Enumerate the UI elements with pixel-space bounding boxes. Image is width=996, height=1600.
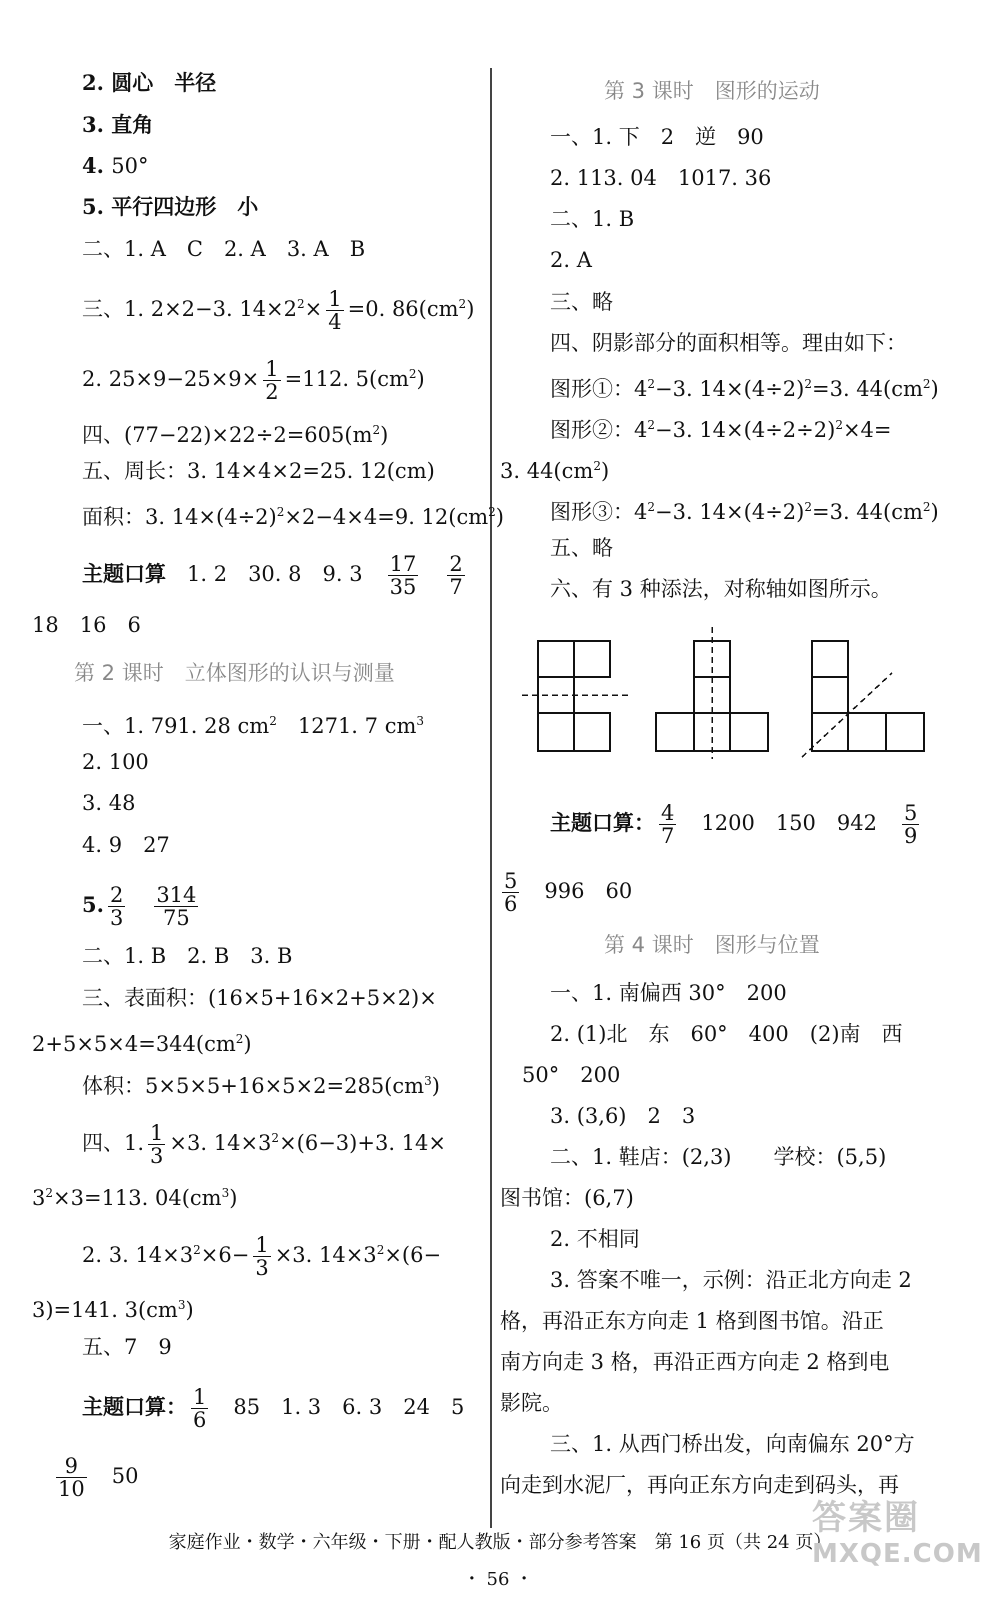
answer-line: 5. 平行四边形 小 (82, 194, 259, 219)
answer-line: 图形②：$4^2-3$. $14\times(4\div 2\div 2)^2\times 4=$ (550, 418, 892, 442)
page-number: ・ 56 ・ (462, 1569, 534, 1590)
answer-line: 2. A (550, 248, 592, 272)
answer-line: 2. 不相同 (550, 1227, 640, 1251)
answer-line: 二、1. 鞋店：(2,3) 学校：(5,5) (550, 1145, 887, 1169)
section-title: 第 3 课时 图形的运动 (604, 79, 820, 103)
answer-line: 一、1. 下 2 逆 90 (550, 125, 764, 149)
answer-line: 四、阴影部分的面积相等。理由如下： (550, 331, 907, 355)
answer-line: 2. 25×9−25×9× $\frac{1}{2}$ =112. $5(cm^2)$ (82, 357, 425, 404)
answer-line: 18 16 6 (32, 613, 141, 637)
answer-line: $2+5\times 5\times 4=344(cm^2)$ (32, 1032, 252, 1056)
answer-line: 一、1. 南偏西 30° 200 (550, 981, 787, 1005)
answer-line: 二、1. A C 2. A 3. A B (82, 237, 366, 261)
answer-line: 五、略 (550, 536, 613, 560)
answer-line: 4. 50° (82, 153, 149, 178)
answer-line: $\frac{9}{10}$ 50 (58, 1454, 139, 1501)
section-title: 第 2 课时 立体图形的认识与测量 (74, 661, 395, 685)
answer-line: 南方向走 3 格，再沿正西方向走 2 格到电 (500, 1350, 890, 1374)
answer-line: 3. (3,6) 2 3 (550, 1104, 696, 1128)
watermark-logo: 答案圈 MXQE.COM (812, 1498, 983, 1569)
answer-line: 50° 200 (522, 1063, 621, 1087)
answer-line: 2. 100 (82, 750, 149, 774)
answer-line: 2. 3. $14\times 3^2\times 6-$ $\frac{1}{3}$ ×3. $14\times 3^2\times(6-$ (82, 1233, 442, 1280)
answer-line: 3. $44(cm^2)$ (500, 459, 610, 483)
answer-line: 3. 直角 (82, 112, 154, 137)
answer-line: 二、1. B (550, 207, 635, 231)
page-footer: 家庭作业・数学・六年级・下册・配人教版・部分参考答案 第 16 页（共 24 页） (168, 1532, 832, 1553)
answer-line: 影院。 (500, 1391, 563, 1415)
answer-line: $\frac{5}{6}$ 996 60 (504, 869, 633, 916)
answer-line: 面积：3. $14\times(4\div 2)^2\times 2-4\times 4=9$. $12(cm^2)$ (82, 505, 504, 529)
answer-line: 2. 圆心 半径 (82, 70, 217, 95)
figure-1 (522, 641, 628, 751)
answer-line: 二、1. B 2. B 3. B (82, 944, 293, 968)
answer-line: 三、1. 2×2−3. $14\times 2^2\times$ $\frac{1}{4}$ =0. $86(cm^2)$ (82, 287, 475, 334)
figure-2 (656, 627, 768, 759)
answer-line: 图书馆：(6,7) (500, 1186, 634, 1210)
answer-line: 六、有 3 种添法，对称轴如图所示。 (550, 577, 892, 601)
answer-line: 2. (1)北 东 60° 400 (2)南 西 (550, 1022, 903, 1046)
answer-line: 四、$(77-22)\times 22\div 2=605(m^2)$ (82, 423, 389, 447)
answer-line: 4. 9 27 (82, 833, 170, 857)
answer-line: 五、周长：3. 14×4×2=25. 12(cm) (82, 459, 435, 483)
answer-line: 图形①：$4^2-3$. $14\times(4\div 2)^2=3$. $44(cm^2)$ (550, 377, 939, 401)
answer-line: 五、7 9 (82, 1335, 172, 1359)
answer-line: 四、1. $\frac{1}{3}$ ×3. $14\times 3^2\times(6-3)+3$. 14× (82, 1121, 446, 1168)
answer-line: 图形③：$4^2-3$. $14\times(4\div 2)^2=3$. $44(cm^2)$ (550, 500, 939, 524)
answer-line: 三、表面积：(16×5+16×2+5×2)× (82, 986, 437, 1010)
answer-line: $3^2\times 3=113$. $04(cm^3)$ (32, 1186, 238, 1210)
answer-line: 一、1. 791. 28 $cm^2$ 1271. 7 $cm^3$ (82, 714, 425, 738)
right-column (492, 0, 996, 1600)
answer-line: 2. 113. 04 1017. 36 (550, 166, 772, 190)
section-title: 第 4 课时 图形与位置 (604, 933, 820, 957)
answer-line: 格，再沿正东方向走 1 格到图书馆。沿正 (500, 1309, 884, 1333)
answer-line: 5. $\frac{2}{3}$ $\frac{314}{75}$ (82, 883, 197, 930)
answer-line: 3. 答案不唯一，示例：沿正北方向走 2 (550, 1268, 912, 1292)
answer-line: 三、1. 从西门桥出发，向南偏东 20°方 (550, 1432, 915, 1456)
mental-math-line: 主题口算： $\frac{1}{6}$ 85 1. 3 6. 3 24 5 (82, 1385, 465, 1432)
answer-line: 3)=141. $3(cm^3)$ (32, 1298, 194, 1322)
answer-line: 体积：$5\times 5\times 5+16\times 5\times 2=285(cm^3)$ (82, 1074, 440, 1098)
answer-line: 3. 48 (82, 791, 136, 815)
answer-line: 三、略 (550, 290, 613, 314)
mental-math-line: 主题口算 1. 2 30. 8 9. 3 $\frac{17}{35}$ $\frac{2}{7}$ (82, 552, 463, 599)
symmetry-figures (492, 625, 996, 760)
mental-math-line: 主题口算： $\frac{4}{7}$ 1200 150 942 $\frac{5}{9}$ (550, 801, 918, 848)
figure-3 (802, 641, 924, 757)
answer-line: 向走到水泥厂，再向正东方向走到码头，再 (500, 1473, 899, 1497)
